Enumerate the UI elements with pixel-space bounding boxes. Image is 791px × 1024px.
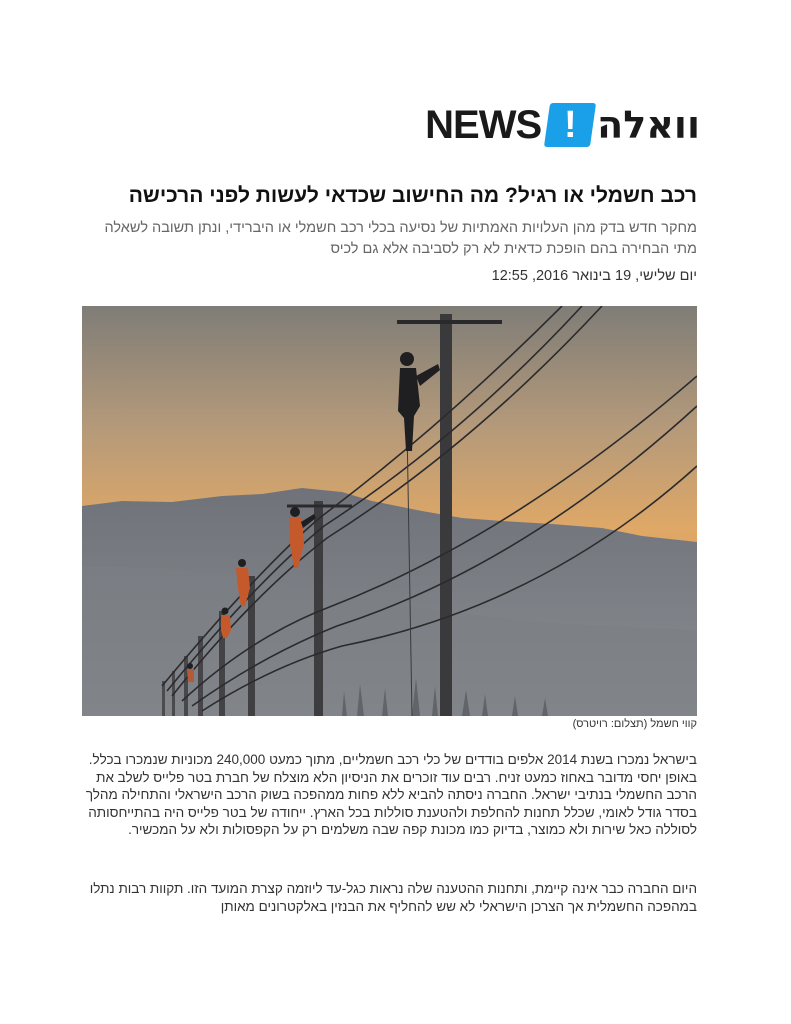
article-paragraph-2: היום החברה כבר אינה קיימת, ותחנות ההטענה שלה נראות כגל-עד ליוזמה קצרת המועד הזו. תקוות רבות נתלו במהפכה החשמלית אך הצרכן הישראלי לא שש להחליף את הבנזין באלקטרונים מאותן — [89, 881, 697, 914]
article-photo — [82, 306, 697, 716]
power-line-workers-image — [82, 306, 697, 716]
logo-mark: ! — [563, 104, 577, 146]
logo-news-text: NEWS — [425, 103, 542, 147]
article-paragraph-1: בישראל נמכרו בשנת 2014 אלפים בודדים של כלי רכב חשמליים, מתוך כמעט 240,000 מכוניות שנמכרו בכלל. באופן יחסי מדובר באחוז כמעט זניח. רבים עוד זוכרים את הניסיון הלא מוצלח של חברת בטר פלייס לשלב את הרכב החשמלי בנתיבי ישראל. החברה ניסתה להביא ללא פחות ממהפכה בשוק הרכב הישראלי והתחילה מהלך בסדר גודל לאומי, שכלל תחנות להחלפת ולהטענת סוללות בכל הארץ. ייחודה של בטר פלייס היה בהתייחסותה לסוללה כאל שירות ולא כמוצר, בדיוק כמו מכונת קפה שבה משלמים רק על הקפסולות ולא על המכשיר. — [85, 752, 697, 838]
logo-exclamation-icon — [544, 103, 596, 147]
image-caption: קווי חשמל (תצלום: רויטרס) — [572, 718, 697, 730]
logo-walla-text: וואלה — [597, 103, 700, 147]
article-date: יום שלישי, 19 בינואר 2016, 12:55 — [491, 268, 697, 284]
walla-news-logo[interactable] — [396, 100, 700, 150]
article-subtitle: מחקר חדש בדק מהן העלויות האמתיות של נסיעה בכלי רכב חשמלי או היברידי, ונתן תשובה לשאלה מתי הבחירה בהם הופכת כדאית לא רק לסביבה אלא גם לכיס — [104, 220, 697, 257]
article-headline: רכב חשמלי או רגיל? מה החישוב שכדאי לעשות לפני הרכישה — [128, 184, 697, 207]
